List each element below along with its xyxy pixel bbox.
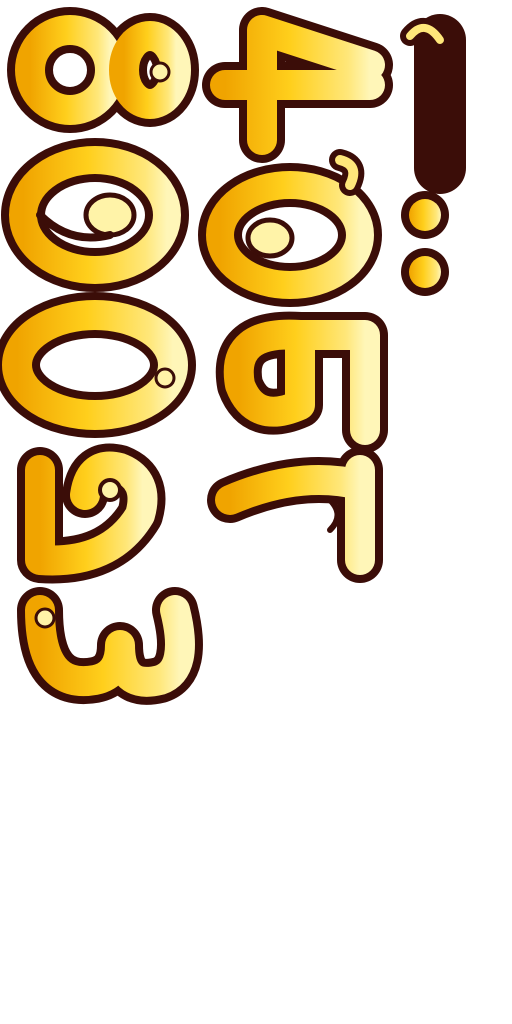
glyph-3 [36,609,180,682]
glyph-9 [23,160,167,270]
glyph-4 [225,30,370,140]
glyph-1 [410,28,440,168]
glyph-2 [40,467,143,561]
glyph-6 [220,160,360,285]
glyph-0 [17,315,174,415]
glyph-5 [239,335,365,430]
glyph-7 [230,470,360,560]
glyph-colon [401,191,449,296]
glyph-8 [30,30,176,110]
